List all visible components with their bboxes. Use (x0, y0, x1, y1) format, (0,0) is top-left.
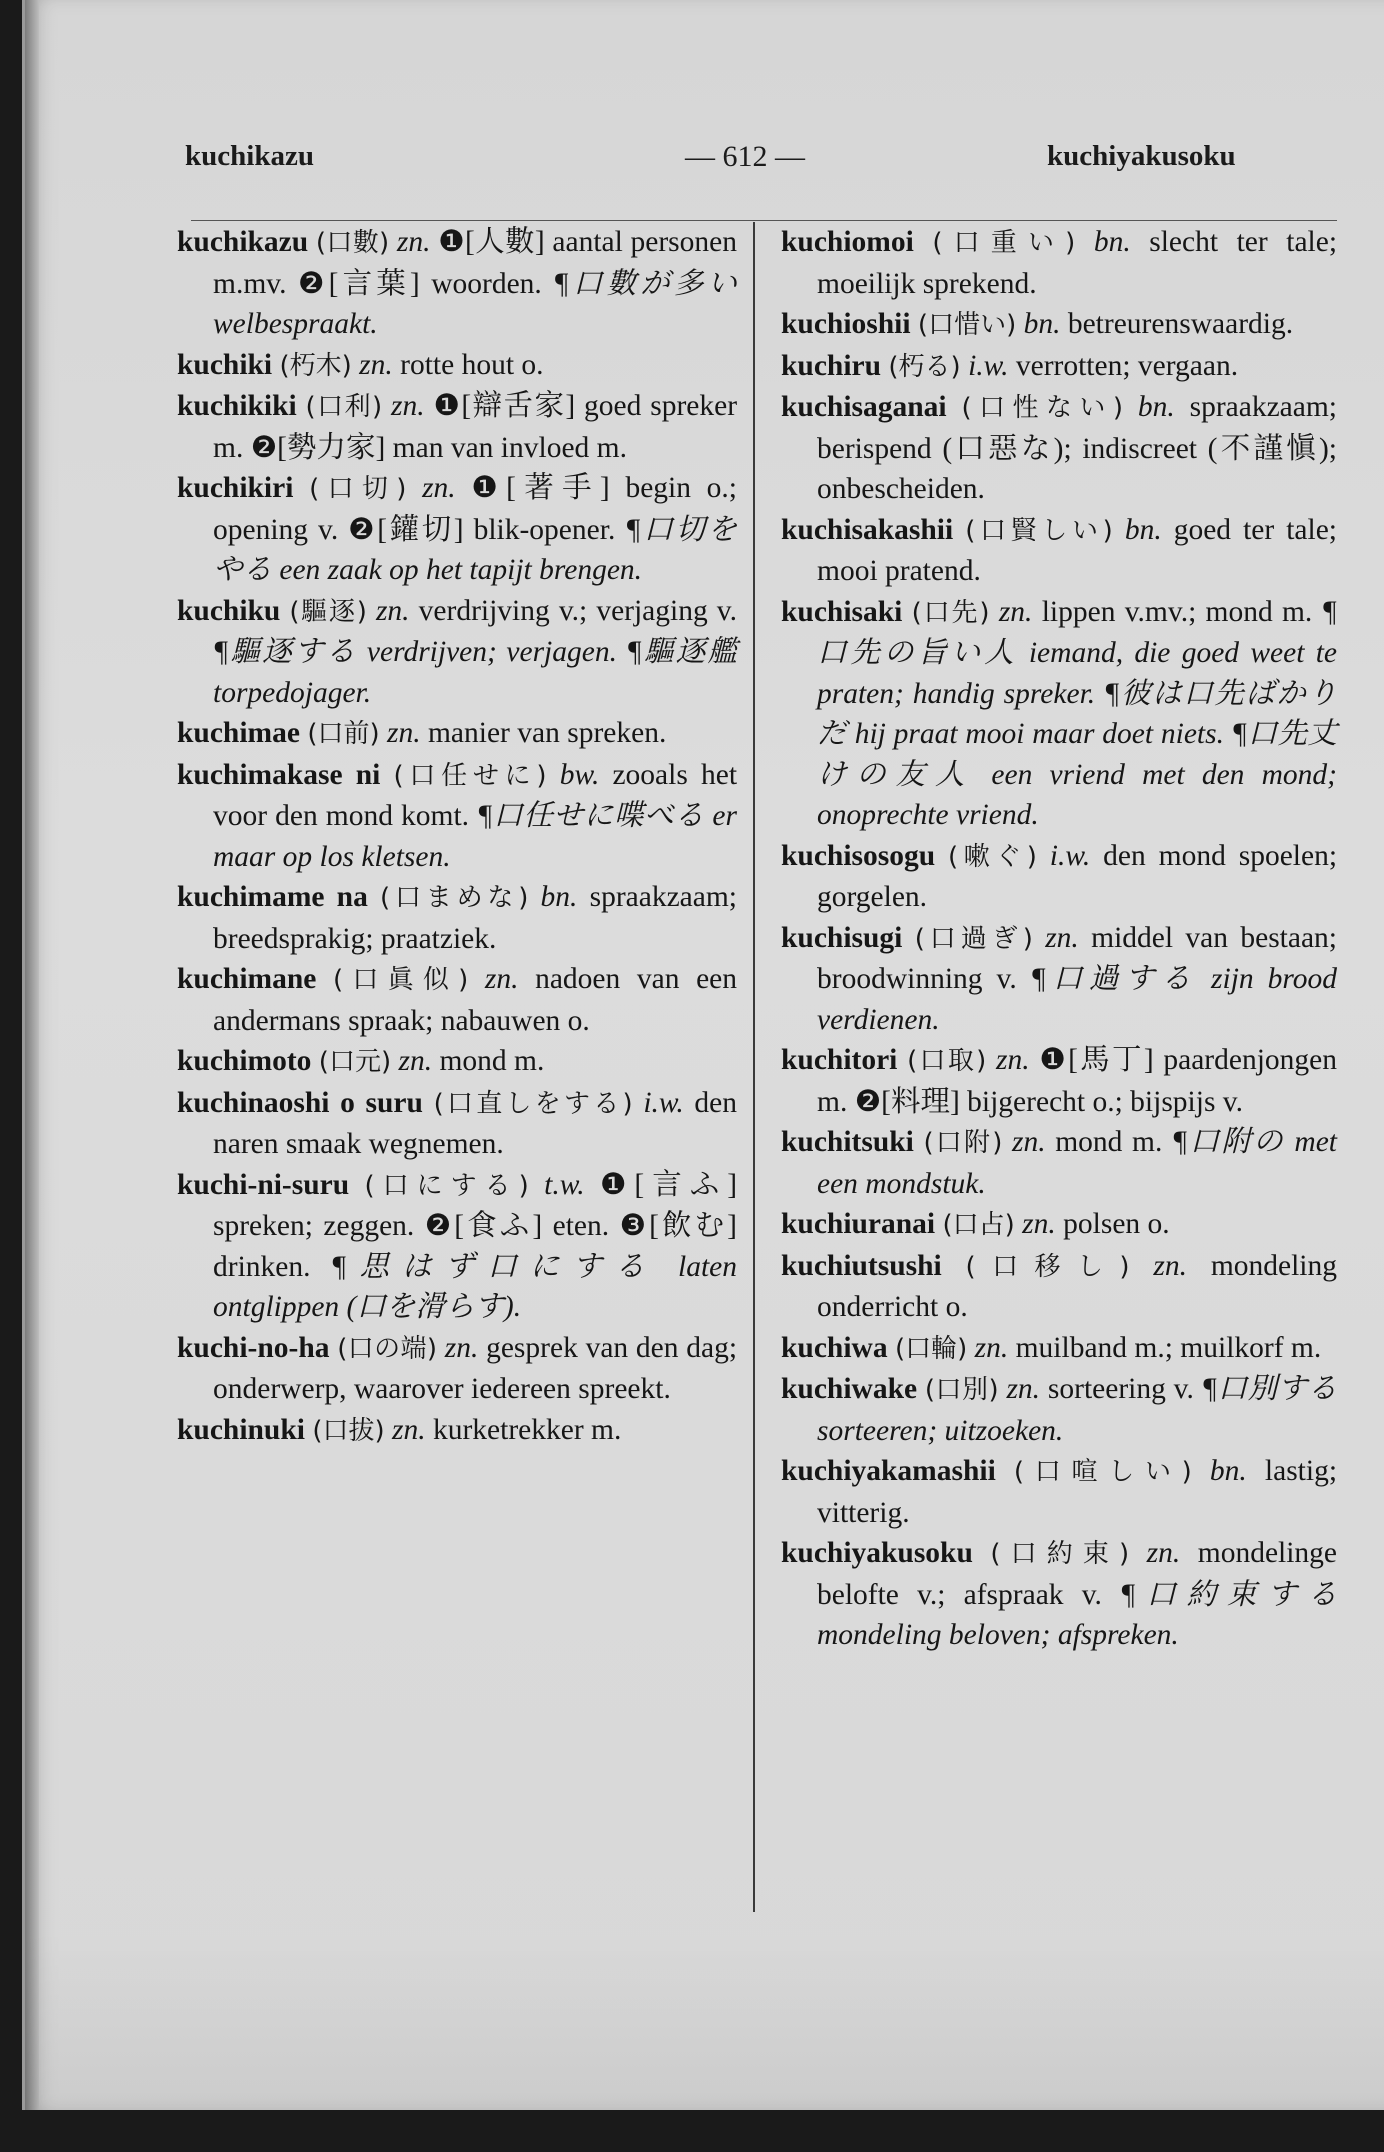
dictionary-entry (781, 1122, 1337, 1204)
headword: kuchimae (177, 717, 300, 749)
example-phrase: ¶口附の met een mondstuk. (817, 1126, 1338, 1200)
grammar-label: zn. (391, 390, 425, 422)
kanji-form: (口任せに) (393, 760, 547, 791)
example-phrase: ¶口數が多い welbespraakt. (213, 267, 738, 340)
kanji-form: (口利) (305, 392, 383, 422)
grammar-label: zn. (375, 594, 410, 627)
headword: kuchikazu (177, 226, 309, 258)
dictionary-entry (177, 1165, 737, 1328)
definition: sorteering v. (1047, 1373, 1194, 1405)
grammar-label: i.w. (1049, 839, 1091, 872)
dictionary-entry (177, 1410, 737, 1452)
definition: verdrijving v.; verjaging v. (418, 594, 738, 627)
dictionary-entry (177, 591, 737, 714)
kanji-form: (口まめな) (380, 883, 529, 913)
definition: rotte hout o. (400, 348, 544, 381)
headword: kuchimame na (177, 881, 368, 913)
grammar-label: t.w. (544, 1168, 585, 1201)
dictionary-entry (177, 959, 737, 1041)
headword: kuchinaoshi o suru (177, 1086, 423, 1119)
grammar-label: zn. (1022, 1208, 1056, 1240)
kanji-form: (朽木) (279, 350, 352, 381)
dictionary-entry (177, 1083, 737, 1165)
headword: kuchimoto (177, 1045, 312, 1077)
book-binding-edge (25, 0, 39, 2110)
definition: spraakzaam; berispend (口惡な); indiscreet (不謹愼); onbescheiden. (817, 391, 1338, 505)
definition: den mond spoelen; gorgelen. (817, 839, 1338, 913)
grammar-label: zn. (396, 226, 431, 258)
headword: kuchi-no-ha (177, 1331, 330, 1364)
definition: mond m. (439, 1045, 545, 1077)
dictionary-entry (781, 387, 1337, 510)
definition: mondeling onderricht o. (817, 1249, 1337, 1323)
grammar-label: zn. (444, 1331, 479, 1364)
kanji-form: (口約束) (990, 1539, 1130, 1569)
grammar-label: zn. (1012, 1126, 1046, 1158)
dictionary-entry (177, 468, 737, 591)
right-column (781, 222, 1337, 1656)
dictionary-entry (781, 836, 1337, 918)
headword: kuchinuki (177, 1413, 305, 1446)
grammar-label: zn. (1045, 921, 1079, 954)
headword: kuchisugi (781, 921, 903, 954)
example-phrase: ¶思はず口にする laten ontglippen (口を滑らす). (213, 1250, 738, 1323)
headword: kuchiwake (781, 1373, 918, 1405)
running-head-left: kuchikazu (185, 140, 314, 172)
dictionary-entry (781, 346, 1337, 388)
kanji-form: (口附) (923, 1128, 1003, 1158)
definition: spraakzaam; breedsprakig; praatziek. (213, 881, 738, 955)
grammar-label: i.w. (968, 349, 1009, 382)
kanji-form: (口惜い) (917, 310, 1017, 340)
headword: kuchiki (177, 348, 273, 381)
kanji-form: (口移し) (965, 1251, 1130, 1282)
left-column (177, 222, 737, 1451)
definition: ❶[人數] aantal personen m.mv. ❷[言葉] woorden. (213, 226, 738, 300)
example-phrase: ¶口先の旨い人 iemand, die goed weet te praten; handig spreker. ¶彼は口先ばかりだ hij praat mooi maar doet niets. ¶口先丈けの友人 een vriend met den mond; onoprechte vriend. (817, 595, 1338, 831)
definition: goed ter tale; mooi pratend. (817, 513, 1338, 587)
headword: kuchiomoi (781, 226, 914, 258)
dictionary-entry (177, 755, 737, 878)
dictionary-entry (177, 386, 737, 468)
header-rule (191, 220, 1337, 221)
grammar-label: zn. (974, 1331, 1009, 1364)
kanji-form: (口前) (307, 719, 380, 749)
page-number: — 612 — (685, 140, 805, 173)
example-phrase: ¶口任せに喋べる er maar op los kletsen. (213, 800, 737, 873)
kanji-form: (口性ない) (961, 393, 1124, 423)
example-phrase: ¶口切をやる een zaak op het tapijt brengen. (213, 513, 737, 586)
headword: kuchikiki (177, 390, 297, 422)
dictionary-entry (781, 592, 1337, 836)
headword: kuchiuranai (781, 1208, 936, 1240)
headword: kuchiutsushi (781, 1249, 942, 1282)
dictionary-entry (781, 1369, 1337, 1451)
definition: ❶[言ふ] spreken; zeggen. ❷[食ふ] eten. ❸[飲む] drinken. (213, 1168, 738, 1283)
dictionary-entry (177, 1328, 737, 1410)
kanji-form: (口直しをする) (433, 1088, 633, 1119)
definition: ❶[辯舌家] goed spreker m. ❷[勢力家] man van invloed m. (213, 390, 738, 464)
grammar-label: bn. (1093, 226, 1131, 258)
kanji-form: (朽る) (888, 351, 961, 382)
grammar-label: bn. (1124, 513, 1162, 546)
headword: kuchiyakusoku (781, 1537, 973, 1569)
headword: kuchikiri (177, 472, 294, 504)
definition: nadoen van een andermans spraak; nabauwen o. (213, 963, 738, 1037)
dictionary-entry (781, 1451, 1337, 1533)
definition: polsen o. (1063, 1208, 1170, 1240)
dictionary-entry (781, 918, 1337, 1041)
column-divider (753, 222, 755, 1912)
kanji-form: (口重い) (932, 228, 1076, 258)
grammar-label: zn. (391, 1413, 426, 1446)
kanji-form: (口拔) (312, 1415, 385, 1446)
kanji-form: (口數) (315, 228, 390, 258)
definition: manier van spreken. (427, 717, 667, 749)
example-phrase: ¶口過する zijn brood verdienen. (817, 963, 1338, 1036)
dictionary-entry (177, 222, 737, 345)
definition: verrotten; vergaan. (1015, 349, 1239, 382)
dictionary-entry (781, 222, 1337, 304)
dictionary-entry (781, 1533, 1337, 1656)
kanji-form: (口取) (907, 1046, 987, 1076)
dictionary-entry (781, 1246, 1337, 1328)
kanji-form: (口賢しい) (965, 515, 1113, 546)
headword: kuchioshii (781, 308, 911, 340)
definition: mondelinge belofte v.; afspraak v. (817, 1537, 1338, 1611)
running-head-right: kuchiyakusoku (1047, 140, 1236, 172)
definition: ❶[著手] begin o.; opening v. ❷[鑵切] blik-opener. (213, 472, 738, 546)
definition: zooals het voor den mond komt. (213, 758, 738, 832)
headword: kuchisaganai (781, 391, 947, 423)
grammar-label: bw. (559, 758, 600, 791)
headword: kuchi-ni-suru (177, 1168, 350, 1201)
grammar-label: zn. (996, 1044, 1030, 1076)
headword: kuchiyakamashii (781, 1455, 996, 1487)
grammar-label: bn. (540, 881, 578, 913)
grammar-label: zn. (359, 348, 393, 381)
dictionary-entry (177, 877, 737, 959)
headword: kuchitsuki (781, 1126, 914, 1158)
headword: kuchiku (177, 594, 281, 627)
definition: kurketrekker m. (432, 1413, 622, 1446)
definition: mond m. (1055, 1126, 1163, 1158)
definition: gesprek van den dag; onderwerp, waarover iedereen spreekt. (213, 1331, 738, 1405)
headword: kuchisakashii (781, 513, 954, 546)
grammar-label: i.w. (643, 1086, 684, 1119)
grammar-label: zn. (398, 1045, 433, 1077)
example-phrase: ¶口約束する mondeling beloven; afspreken. (817, 1578, 1337, 1651)
dictionary-entry (177, 713, 737, 755)
definition: betreurenswaardig. (1067, 308, 1294, 340)
definition: slecht ter tale; moeilijk sprekend. (817, 226, 1338, 300)
kanji-form: (口の端) (337, 1333, 437, 1364)
page-shading (25, 1930, 1384, 2110)
grammar-label: bn. (1137, 391, 1175, 423)
grammar-label: zn. (422, 472, 456, 504)
kanji-form: (嗽ぐ) (948, 841, 1037, 872)
kanji-form: (口喧しい) (1013, 1457, 1192, 1487)
dictionary-entry (781, 1040, 1337, 1122)
dictionary-entry (781, 510, 1337, 592)
kanji-form: (口先) (911, 597, 990, 628)
definition: muilband m.; muilkorf m. (1015, 1331, 1322, 1364)
headword: kuchiwa (781, 1331, 888, 1364)
dictionary-entry (177, 1041, 737, 1083)
example-phrase: ¶口別する sorteeren; uitzoeken. (817, 1373, 1338, 1447)
grammar-label: zn. (1146, 1537, 1181, 1569)
kanji-form: (口元) (318, 1047, 392, 1077)
kanji-form: (口切) (309, 474, 407, 504)
dictionary-entry (781, 1204, 1337, 1246)
kanji-form: (口眞似) (332, 965, 469, 995)
grammar-label: zn. (998, 595, 1033, 628)
grammar-label: zn. (1006, 1373, 1041, 1405)
definition: den naren smaak wegnemen. (213, 1086, 738, 1160)
kanji-form: (口にする) (364, 1170, 529, 1201)
dictionary-entry (781, 304, 1337, 346)
kanji-form: (驅逐) (289, 596, 367, 627)
dictionary-entry (781, 1328, 1337, 1370)
headword: kuchisosogu (781, 839, 936, 872)
headword: kuchisaki (781, 595, 903, 628)
headword: kuchitori (781, 1044, 898, 1076)
kanji-form: (口過ぎ) (914, 923, 1033, 954)
grammar-label: bn. (1209, 1455, 1247, 1487)
headword: kuchiru (781, 349, 882, 382)
headword: kuchimakase ni (177, 758, 381, 791)
definition: lippen v.mv.; mond m. (1041, 595, 1313, 628)
definition: ❶[馬丁] paardenjongen m. ❷[料理] bijgerecht o.; bijspijs v. (817, 1044, 1338, 1118)
definition: lastig; vitterig. (817, 1455, 1338, 1529)
grammar-label: bn. (1023, 308, 1061, 340)
dictionary-entry (177, 345, 737, 387)
headword: kuchimane (177, 963, 317, 995)
kanji-form: (口別) (924, 1375, 999, 1405)
kanji-form: (口輪) (894, 1333, 968, 1364)
definition: middel van bestaan; broodwinning v. (817, 921, 1337, 995)
dictionary-page (22, 0, 1384, 2110)
grammar-label: zn. (484, 963, 519, 995)
kanji-form: (口占) (942, 1210, 1015, 1240)
grammar-label: zn. (386, 717, 421, 749)
example-phrase: ¶驅逐する verdrijven; verjagen. ¶驅逐艦 torpedojager. (213, 636, 737, 709)
grammar-label: zn. (1153, 1249, 1187, 1282)
